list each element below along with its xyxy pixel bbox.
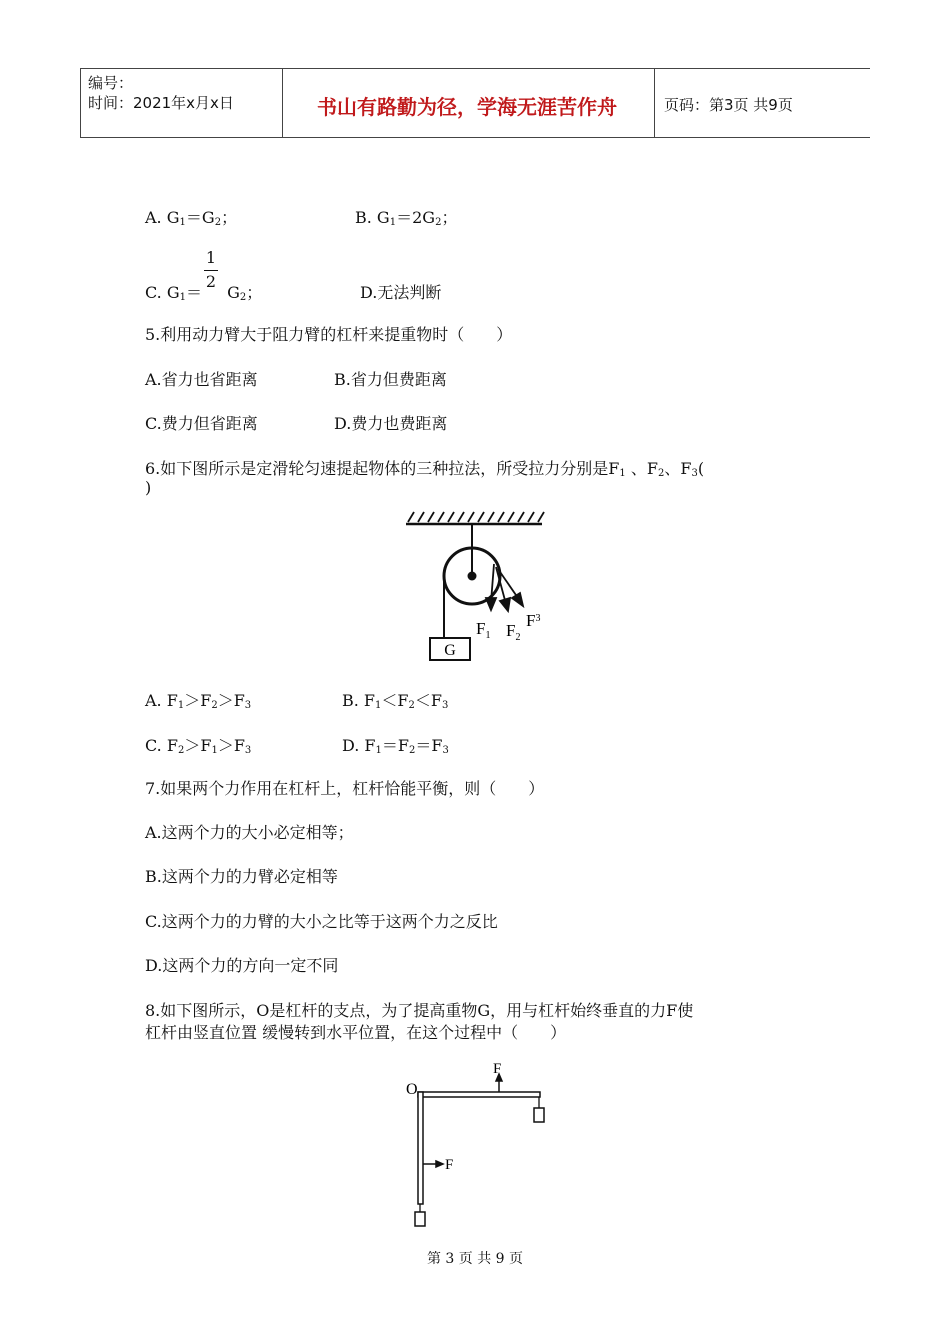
motto: 书山有路勤为径，学海无涯苦作舟	[317, 95, 617, 119]
q5-option-d: D.费力也费距离	[334, 414, 448, 433]
header-page-info: 页码：第3页 共9页	[664, 96, 793, 114]
lever-horizontal	[418, 1092, 540, 1097]
q4-option-a: A. $G_1=G_2$；	[145, 208, 238, 228]
q7-option-d: D.这两个力的方向一定不同	[145, 956, 339, 975]
lever-vertical	[418, 1092, 423, 1204]
q6-stem: 6.如下图所示是定滑轮匀速提起物体的三种拉法，所受拉力分别是$F_1$ 、$F_2$、$F_3$(	[145, 459, 705, 479]
q5-option-a: A.省力也省距离	[145, 370, 258, 389]
lever-figure	[396, 1052, 566, 1232]
force-label-f2: $F_2$	[506, 621, 521, 643]
header-meta	[88, 73, 234, 113]
pivot-label: O	[406, 1081, 418, 1098]
q7-option-c: C.这两个力的力臂的大小之比等于这两个力之反比	[145, 912, 498, 931]
weight-horizontal	[534, 1108, 544, 1122]
fraction-denominator: 2	[205, 272, 217, 291]
q8-stem-line1: 8.如下图所示，O是杠杆的支点，为了提高重物G，用与杠杆始终垂直的力F使	[145, 1001, 694, 1020]
force-label-f3: $F^3$	[526, 611, 541, 630]
time-label: 时间：2021年x月x日	[88, 94, 234, 112]
q7-option-b: B.这两个力的力臂必定相等	[145, 867, 338, 886]
q7-option-a: A.这两个力的大小必定相等；	[145, 823, 354, 842]
fraction-bar	[204, 270, 218, 271]
pulley-figure	[400, 510, 560, 670]
force-arrows	[486, 564, 523, 611]
weight-label: G	[444, 642, 456, 659]
force-label-side: F	[445, 1157, 454, 1173]
force-label-f1: $F_1$	[476, 619, 491, 641]
force-label-top: F	[493, 1061, 502, 1077]
q4-option-b: B. $G_1=2G_2$；	[355, 208, 458, 228]
page-header	[80, 68, 870, 138]
q5-option-b: B.省力但费距离	[334, 370, 447, 389]
pulley-axle	[468, 572, 477, 581]
number-label: 编号：	[88, 74, 134, 92]
q4-option-c: C. $G_1= G_2$；	[145, 283, 263, 303]
header-border-left	[80, 69, 81, 137]
ceiling	[406, 512, 544, 524]
q6-option-b: B. $F_1<F_2<F_3$	[342, 691, 449, 711]
q6-option-c: C. $F_2>F_1>F_3$	[145, 736, 252, 756]
q6-stem-line2: )	[145, 478, 152, 497]
q8-stem-line2: 杠杆由竖直位置 缓慢转到水平位置，在这个过程中（ ）	[145, 1023, 567, 1042]
q7-stem: 7.如果两个力作用在杠杆上，杠杆恰能平衡，则（ ）	[145, 779, 545, 798]
weight-vertical	[415, 1212, 425, 1226]
fraction-numerator: 1	[205, 248, 217, 267]
q6-option-d: D. $F_1=F_2=F_3$	[342, 736, 449, 756]
q6-option-a: A. $F_1>F_2>F_3$	[145, 691, 252, 711]
page-footer: 第 3 页 共 9 页	[426, 1251, 524, 1267]
q4-option-d: D.无法判断	[360, 283, 442, 302]
q5-option-c: C.费力但省距离	[145, 414, 258, 433]
header-divider-2	[654, 69, 655, 137]
force-arrow-right	[423, 1161, 443, 1167]
q5-stem: 5.利用动力臂大于阻力臂的杠杆来提重物时（ ）	[145, 325, 513, 344]
